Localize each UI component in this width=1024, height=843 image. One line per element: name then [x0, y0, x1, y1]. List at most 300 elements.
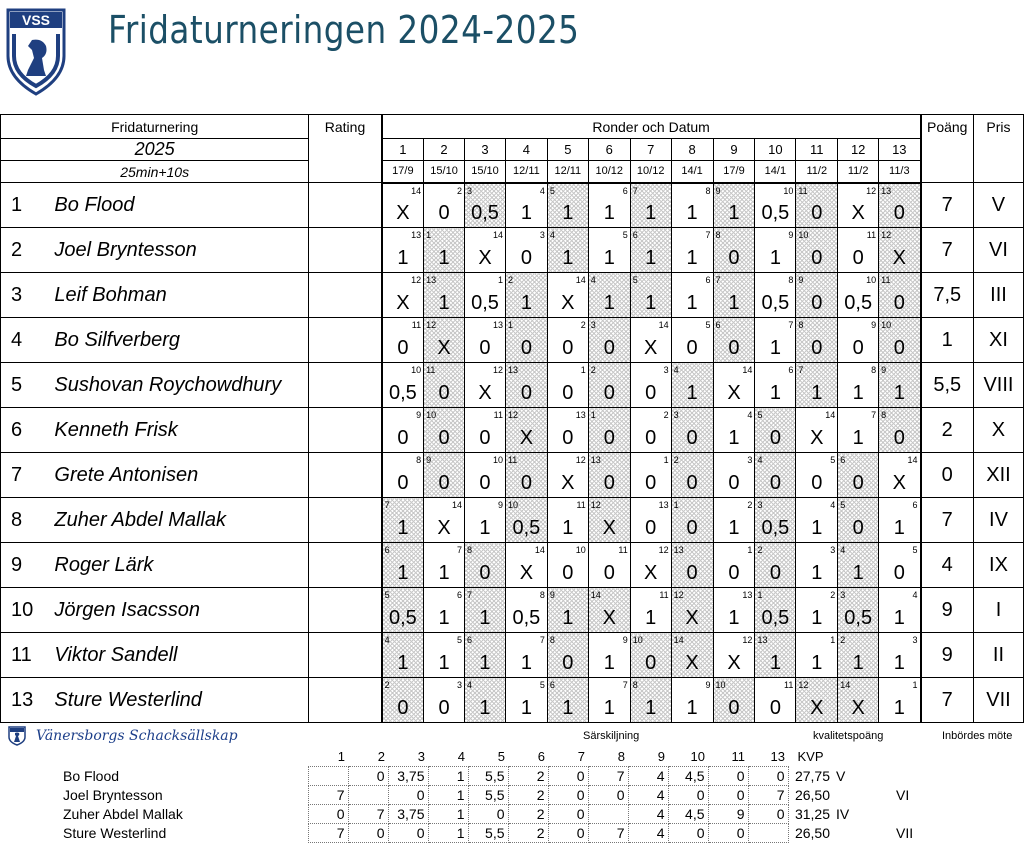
- game-result: 0: [811, 472, 823, 494]
- game-cell: [630, 543, 671, 588]
- game-cell: [547, 273, 588, 318]
- h2h-value: [893, 766, 963, 785]
- rating-cell: [309, 588, 382, 633]
- round-number: 9: [713, 139, 755, 161]
- game-result: 1: [397, 562, 409, 584]
- h2h-value: VI: [896, 786, 910, 803]
- player-name: Bo Flood: [48, 183, 308, 228]
- rating-cell: [309, 318, 382, 363]
- opponent-number: 2: [457, 185, 463, 196]
- tiebreak-col-header: 3: [417, 748, 425, 764]
- game-result: 0: [811, 202, 823, 224]
- game-result: X: [519, 562, 534, 584]
- game-cell: [755, 453, 796, 498]
- game-cell: [671, 363, 713, 408]
- tiebreak-label: Särskiljning: [583, 730, 640, 742]
- opponent-number: 5: [539, 680, 545, 690]
- game-result: 1: [769, 337, 781, 359]
- game-result: 1: [852, 427, 864, 449]
- h2h-col: [893, 747, 963, 766]
- game-cell: [588, 183, 630, 228]
- game-result: 0,5: [388, 607, 417, 629]
- game-result: 0,5: [512, 517, 541, 539]
- game-result: 0: [769, 697, 781, 719]
- player-points: 2: [921, 408, 974, 453]
- game-result: 1: [811, 562, 823, 584]
- game-result: X: [644, 337, 658, 359]
- player-row: [1, 408, 1024, 453]
- opponent-number: 5: [830, 455, 836, 465]
- tiebreak-value: 7: [348, 804, 388, 823]
- tiebreak-col-header: 5: [497, 748, 505, 764]
- game-result: 1: [769, 247, 781, 269]
- tiebreak-value: 7: [308, 823, 348, 842]
- game-result: 1: [769, 382, 781, 404]
- opponent-number: 10: [881, 320, 892, 330]
- game-cell: [671, 453, 713, 498]
- game-result: 1: [686, 247, 698, 269]
- tiebreak-col-header: 1: [337, 748, 345, 764]
- game-cell: [838, 678, 879, 723]
- round-date: 12/11: [505, 161, 547, 183]
- game-result: 0: [562, 562, 574, 584]
- game-cell: [630, 498, 671, 543]
- opponent-number: 7: [622, 680, 628, 690]
- game-cell: [671, 543, 713, 588]
- game-cell: [755, 318, 796, 363]
- opponent-number: 5: [457, 635, 463, 645]
- tiebreak-value: 0: [548, 766, 588, 785]
- game-result: 0: [893, 292, 905, 314]
- opponent-number: 1: [426, 230, 432, 240]
- game-cell: [424, 228, 465, 273]
- opponent-number: 6: [549, 680, 555, 690]
- game-result: 0: [811, 292, 823, 314]
- game-result: 0,5: [844, 292, 873, 314]
- kvp-value: 26,50: [794, 786, 830, 803]
- player-name: Joel Bryntesson: [48, 228, 308, 273]
- game-cell: [796, 453, 838, 498]
- player-points: 7: [921, 678, 974, 723]
- game-result: 0: [645, 472, 657, 494]
- game-cell: [588, 273, 630, 318]
- game-cell: [505, 273, 547, 318]
- player-name: Sture Westerlind: [48, 678, 308, 723]
- game-result: 0: [603, 337, 615, 359]
- opponent-number: 11: [798, 185, 808, 196]
- game-result: 1: [893, 652, 905, 674]
- opponent-number: 7: [798, 365, 804, 375]
- round-date: 11/2: [838, 161, 879, 183]
- player-row: [1, 183, 1024, 228]
- game-result: 0: [893, 337, 905, 359]
- game-cell: [838, 543, 879, 588]
- game-result: 1: [728, 202, 740, 224]
- opponent-number: 14: [658, 320, 669, 330]
- game-result: X: [685, 652, 699, 674]
- game-result: X: [892, 247, 906, 269]
- game-result: 0: [686, 427, 698, 449]
- game-cell: [588, 588, 630, 633]
- game-result: 1: [645, 202, 657, 224]
- game-cell: [630, 363, 671, 408]
- opponent-number: 12: [866, 185, 877, 196]
- game-cell: [630, 453, 671, 498]
- game-result: 0: [603, 562, 615, 584]
- round-date: 14/1: [755, 161, 796, 183]
- tiebreak-value: 5,5: [468, 823, 508, 842]
- game-result: 1: [893, 607, 905, 629]
- opponent-number: 5: [912, 545, 918, 555]
- game-result: 1: [520, 292, 532, 314]
- game-cell: [879, 678, 921, 723]
- game-cell: [424, 633, 465, 678]
- tiebreak-value: 4: [628, 785, 668, 804]
- game-cell: [505, 228, 547, 273]
- opponent-number: 4: [549, 230, 555, 240]
- game-result: 0,5: [512, 607, 541, 629]
- opponent-number: 10: [715, 680, 726, 690]
- game-result: 0: [397, 427, 409, 449]
- game-cell: [713, 273, 755, 318]
- game-cell: [547, 453, 588, 498]
- opponent-number: 13: [742, 590, 753, 600]
- rating-cell: [309, 408, 382, 453]
- game-cell: [465, 543, 506, 588]
- game-cell: [838, 273, 879, 318]
- game-result: 1: [562, 607, 574, 629]
- round-number: 8: [671, 139, 713, 161]
- player-points: 7: [921, 498, 974, 543]
- game-cell: [879, 543, 921, 588]
- player-points: 4: [921, 543, 974, 588]
- opponent-number: 3: [539, 230, 545, 240]
- game-cell: [879, 408, 921, 453]
- opponent-number: 6: [622, 185, 628, 196]
- opponent-number: 12: [575, 455, 586, 465]
- opponent-number: 2: [747, 500, 753, 510]
- h2h-value: [833, 823, 893, 842]
- rating-cell: [309, 228, 382, 273]
- game-cell: [505, 498, 547, 543]
- opponent-number: 11: [866, 230, 877, 240]
- game-result: 0: [438, 472, 450, 494]
- tiebreak-value: [748, 823, 788, 842]
- opponent-number: 1: [663, 455, 669, 465]
- game-cell: [547, 228, 588, 273]
- tiebreak-value: 7: [308, 785, 348, 804]
- opponent-number: 13: [507, 365, 518, 375]
- game-result: X: [727, 382, 741, 404]
- player-number: 5: [1, 363, 49, 408]
- game-result: 0: [479, 562, 491, 584]
- game-result: 1: [603, 292, 615, 314]
- opponent-number: 11: [493, 410, 503, 420]
- player-prize: V: [973, 183, 1023, 228]
- opponent-number: 8: [467, 545, 473, 555]
- game-cell: [382, 453, 424, 498]
- game-result: 0: [728, 247, 740, 269]
- game-cell: [713, 363, 755, 408]
- game-cell: [630, 678, 671, 723]
- opponent-number: 5: [384, 590, 390, 600]
- opponent-number: 4: [590, 275, 596, 285]
- game-cell: [424, 363, 465, 408]
- game-cell: [755, 678, 796, 723]
- game-result: 0: [728, 337, 740, 359]
- game-cell: [382, 318, 424, 363]
- tiebreak-value: [588, 804, 628, 823]
- tiebreak-value: 0: [668, 823, 708, 842]
- game-cell: [424, 678, 465, 723]
- game-result: 1: [728, 427, 740, 449]
- kvp-value: 26,50: [794, 824, 830, 841]
- player-name: Zuher Abdel Mallak: [48, 498, 308, 543]
- game-cell: [630, 273, 671, 318]
- game-cell: [671, 183, 713, 228]
- opponent-number: 13: [590, 455, 601, 465]
- game-result: X: [561, 472, 575, 494]
- game-cell: [465, 453, 506, 498]
- game-cell: [755, 183, 796, 228]
- game-result: 1: [397, 247, 409, 269]
- game-cell: [547, 408, 588, 453]
- game-cell: [838, 633, 879, 678]
- tiebreak-value: 0: [548, 823, 588, 842]
- rating-cell: [309, 273, 382, 318]
- opponent-number: 9: [622, 635, 628, 645]
- round-number: 11: [796, 139, 838, 161]
- game-result: 0,5: [761, 202, 790, 224]
- game-cell: [879, 633, 921, 678]
- game-result: 0: [603, 427, 615, 449]
- game-cell: [588, 318, 630, 363]
- game-cell: [505, 408, 547, 453]
- rating-cell: [309, 543, 382, 588]
- game-cell: [465, 678, 506, 723]
- tournament-header: Fridaturnering: [1, 115, 309, 139]
- game-cell: [382, 273, 424, 318]
- opponent-number: 11: [507, 455, 518, 465]
- opponent-number: 6: [715, 320, 721, 330]
- opponent-number: 11: [576, 500, 586, 510]
- game-result: 1: [686, 697, 698, 719]
- opponent-number: 1: [757, 590, 763, 600]
- game-result: 1: [520, 202, 532, 224]
- game-cell: [671, 633, 713, 678]
- page-title: Fridaturneringen 2024-2025: [108, 8, 580, 52]
- player-name: Roger Lärk: [48, 543, 308, 588]
- player-prize: II: [973, 633, 1023, 678]
- tiebreak-value: 0: [388, 785, 428, 804]
- player-row: [1, 588, 1024, 633]
- tiebreak-table: [60, 747, 964, 843]
- game-result: 1: [438, 562, 450, 584]
- round-date: 10/12: [588, 161, 630, 183]
- game-cell: [465, 498, 506, 543]
- game-cell: [382, 588, 424, 633]
- player-name: Bo Silfverberg: [48, 318, 308, 363]
- h2h-value: [893, 804, 963, 823]
- tiebreak-col-header: 11: [731, 748, 745, 764]
- opponent-number: 1: [507, 320, 513, 330]
- game-result: 1: [520, 652, 532, 674]
- tiebreak-value: 3,75: [388, 766, 428, 785]
- game-result: 1: [852, 382, 864, 404]
- game-cell: [630, 318, 671, 363]
- opponent-number: 11: [618, 545, 628, 555]
- game-cell: [796, 363, 838, 408]
- opponent-number: 2: [830, 590, 836, 600]
- rating-cell: [309, 453, 382, 498]
- game-cell: [424, 453, 465, 498]
- game-result: X: [810, 427, 824, 449]
- game-result: 0: [397, 472, 409, 494]
- player-prize: III: [973, 273, 1023, 318]
- opponent-number: 6: [912, 500, 918, 510]
- game-result: 1: [811, 382, 823, 404]
- game-cell: [630, 588, 671, 633]
- opponent-number: 4: [840, 545, 846, 555]
- game-result: 1: [686, 292, 698, 314]
- player-prize: IV: [973, 498, 1023, 543]
- game-cell: [879, 183, 921, 228]
- tiebreak-row: [60, 823, 963, 842]
- opponent-number: 5: [757, 410, 763, 420]
- opponent-number: 6: [467, 635, 473, 645]
- tiebreak-value: 1: [428, 823, 468, 842]
- game-cell: [879, 498, 921, 543]
- game-result: X: [396, 202, 410, 224]
- round-number: 12: [838, 139, 879, 161]
- h2h-label: Inbördes möte: [942, 730, 1013, 742]
- game-result: 0,5: [761, 517, 790, 539]
- tiebreak-value: 1: [428, 804, 468, 823]
- tiebreak-value: 0: [468, 804, 508, 823]
- game-cell: [755, 543, 796, 588]
- game-cell: [796, 543, 838, 588]
- opponent-number: 12: [673, 590, 684, 600]
- opponent-number: 14: [673, 635, 684, 645]
- game-cell: [838, 183, 879, 228]
- game-result: 1: [769, 652, 781, 674]
- game-result: 0,5: [761, 292, 790, 314]
- tiebreak-value: 0: [548, 804, 588, 823]
- opponent-number: 9: [549, 590, 555, 600]
- game-result: 1: [520, 697, 532, 719]
- player-name: Viktor Sandell: [48, 633, 308, 678]
- h2h-value: [833, 785, 893, 804]
- game-result: 0: [686, 517, 698, 539]
- player-points: 7,5: [921, 273, 974, 318]
- game-cell: [630, 633, 671, 678]
- game-result: 0: [811, 247, 823, 269]
- game-cell: [713, 588, 755, 633]
- game-result: 0: [645, 652, 657, 674]
- game-result: 0: [852, 472, 864, 494]
- player-row: [1, 363, 1024, 408]
- tiebreak-value: 0: [748, 804, 788, 823]
- opponent-number: 13: [575, 410, 586, 420]
- tiebreak-player-name: Zuher Abdel Mallak: [63, 805, 183, 822]
- opponent-number: 14: [452, 500, 463, 510]
- game-result: 0: [520, 382, 532, 404]
- player-points: 7: [921, 228, 974, 273]
- player-number: 11: [1, 633, 49, 678]
- h2h-value: IV: [836, 805, 850, 822]
- game-cell: [796, 318, 838, 363]
- tiebreak-value: 0: [348, 823, 388, 842]
- player-row: [1, 543, 1024, 588]
- opponent-number: 4: [747, 410, 753, 420]
- opponent-number: 11: [784, 680, 794, 690]
- game-result: 0: [893, 562, 905, 584]
- tiebreak-value: 4: [628, 804, 668, 823]
- round-number: 13: [879, 139, 921, 161]
- round-date: 14/1: [671, 161, 713, 183]
- game-cell: [796, 588, 838, 633]
- game-cell: [796, 498, 838, 543]
- game-result: X: [396, 292, 410, 314]
- game-cell: [382, 633, 424, 678]
- rating-cell: [309, 498, 382, 543]
- tiebreak-header-row: [60, 747, 963, 766]
- game-cell: [547, 633, 588, 678]
- round-number: 4: [505, 139, 547, 161]
- tiebreak-col-header: 4: [457, 748, 465, 764]
- opponent-number: 2: [757, 545, 763, 555]
- game-cell: [382, 678, 424, 723]
- game-cell: [879, 228, 921, 273]
- opponent-number: 6: [788, 365, 794, 375]
- tiebreak-value: 0: [308, 804, 348, 823]
- opponent-number: 9: [715, 185, 721, 196]
- opponent-number: 8: [549, 635, 555, 645]
- tiebreak-value: [348, 785, 388, 804]
- player-row: [1, 453, 1024, 498]
- game-result: X: [727, 652, 741, 674]
- player-prize: I: [973, 588, 1023, 633]
- tiebreak-value: 9: [708, 804, 748, 823]
- opponent-number: 8: [705, 185, 711, 196]
- opponent-number: 10: [426, 410, 437, 420]
- game-cell: [382, 543, 424, 588]
- game-cell: [838, 453, 879, 498]
- game-cell: [547, 678, 588, 723]
- game-cell: [671, 228, 713, 273]
- game-cell: [630, 228, 671, 273]
- game-result: 0,5: [471, 292, 499, 314]
- opponent-number: 5: [549, 185, 555, 196]
- vss-logo: [4, 6, 68, 98]
- game-result: X: [561, 292, 575, 314]
- tiebreak-value: 0: [588, 785, 628, 804]
- opponent-number: 13: [757, 635, 768, 645]
- game-cell: [879, 318, 921, 363]
- game-result: 0: [562, 382, 574, 404]
- opponent-number: 3: [840, 590, 846, 600]
- player-number: 3: [1, 273, 49, 318]
- tiebreak-value: 0: [668, 785, 708, 804]
- game-cell: [382, 183, 424, 228]
- game-result: 1: [645, 697, 657, 719]
- tiebreak-value: [308, 766, 348, 785]
- tiebreak-value: 5,5: [468, 785, 508, 804]
- tiebreak-value: 2: [508, 766, 548, 785]
- opponent-number: 8: [539, 590, 545, 600]
- opponent-number: 10: [783, 185, 794, 196]
- opponent-number: 13: [658, 500, 669, 510]
